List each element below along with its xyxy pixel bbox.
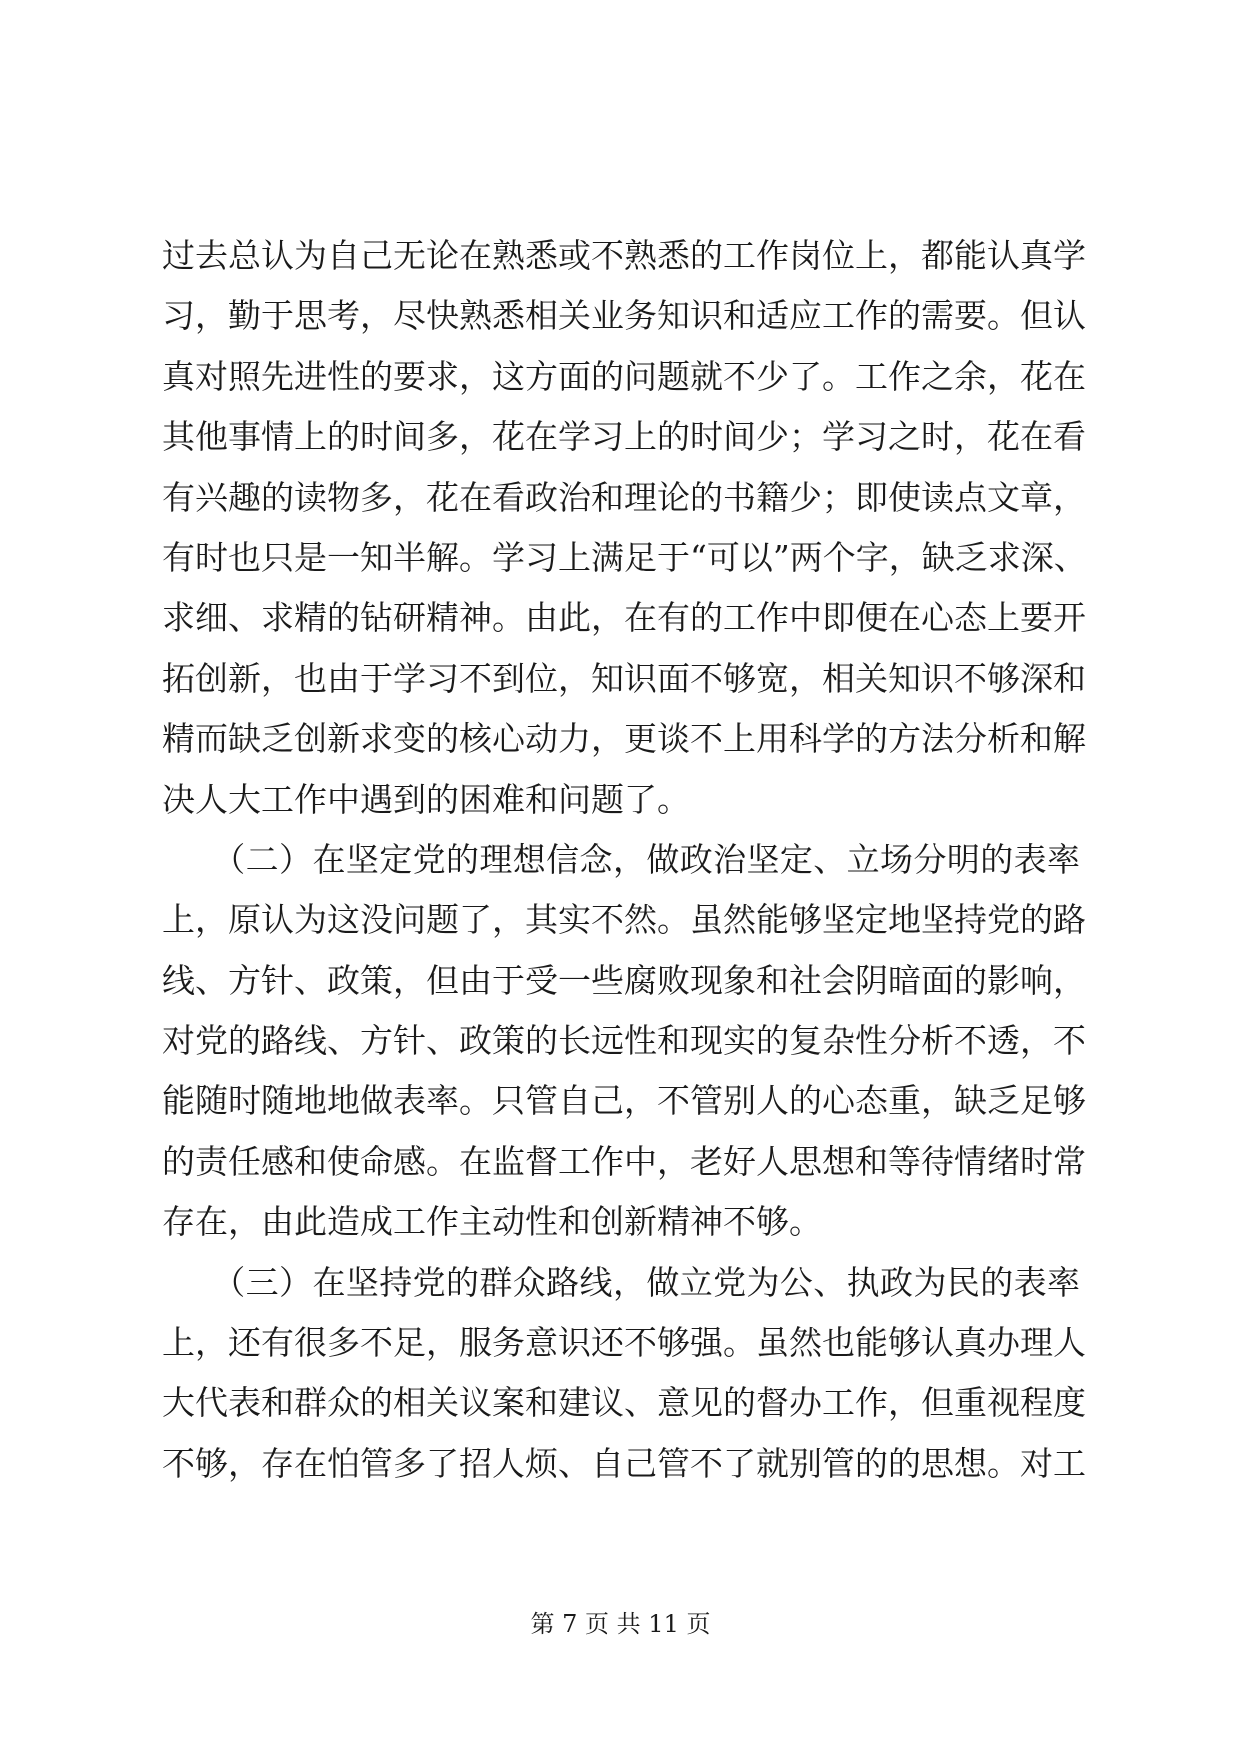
text-line: 对党的路线、方针、政策的长远性和现实的复杂性分析不透，不 — [162, 1021, 1086, 1061]
text-line: 决人大工作中遇到的困难和问题了。 — [162, 779, 690, 819]
text-line: 的责任感和使命感。在监督工作中，老好人思想和等待情绪时常 — [162, 1141, 1086, 1181]
text-line: 其他事情上的时间多，花在学习上的时间少；学习之时，花在看 — [162, 417, 1086, 457]
text-line: （二）在坚定党的理想信念，做政治坚定、立场分明的表率 — [162, 839, 1080, 879]
text-line: 线、方针、政策，但由于受一些腐败现象和社会阴暗面的影响， — [162, 960, 1086, 1000]
text-line: 拓创新，也由于学习不到位，知识面不够宽，相关知识不够深和 — [162, 658, 1086, 698]
text-line: 有兴趣的读物多，花在看政治和理论的书籍少；即使读点文章， — [162, 477, 1086, 517]
text-line: 大代表和群众的相关议案和建议、意见的督办工作，但重视程度 — [162, 1383, 1086, 1423]
text-line: 求细、求精的钻研精神。由此，在有的工作中即便在心态上要开 — [162, 598, 1086, 638]
text-line: 上，还有很多不足，服务意识还不够强。虽然也能够认真办理人 — [162, 1323, 1086, 1363]
page-number-footer: 第 7 页 共 11 页 — [530, 1610, 711, 1638]
text-line: 存在，由此造成工作主动性和创新精神不够。 — [162, 1202, 822, 1242]
text-line: 不够，存在怕管多了招人烦、自己管不了就别管的的思想。对工 — [162, 1443, 1086, 1483]
text-line: 真对照先进性的要求，这方面的问题就不少了。工作之余，花在 — [162, 356, 1086, 396]
text-line: （三）在坚持党的群众路线，做立党为公、执政为民的表率 — [162, 1262, 1080, 1302]
text-line: 有时也只是一知半解。学习上满足于“可以”两个字，缺乏求深、 — [162, 537, 1087, 577]
text-line: 能随时随地地做表率。只管自己，不管别人的心态重，缺乏足够 — [162, 1081, 1086, 1121]
text-line: 习，勤于思考，尽快熟悉相关业务知识和适应工作的需要。但认 — [162, 296, 1086, 336]
body-text — [162, 226, 1087, 1494]
text-line: 上，原认为这没问题了，其实不然。虽然能够坚定地坚持党的路 — [162, 900, 1086, 940]
text-line: 过去总认为自己无论在熟悉或不熟悉的工作岗位上，都能认真学 — [162, 236, 1086, 275]
text-line: 精而缺乏创新求变的核心动力，更谈不上用科学的方法分析和解 — [162, 719, 1086, 759]
